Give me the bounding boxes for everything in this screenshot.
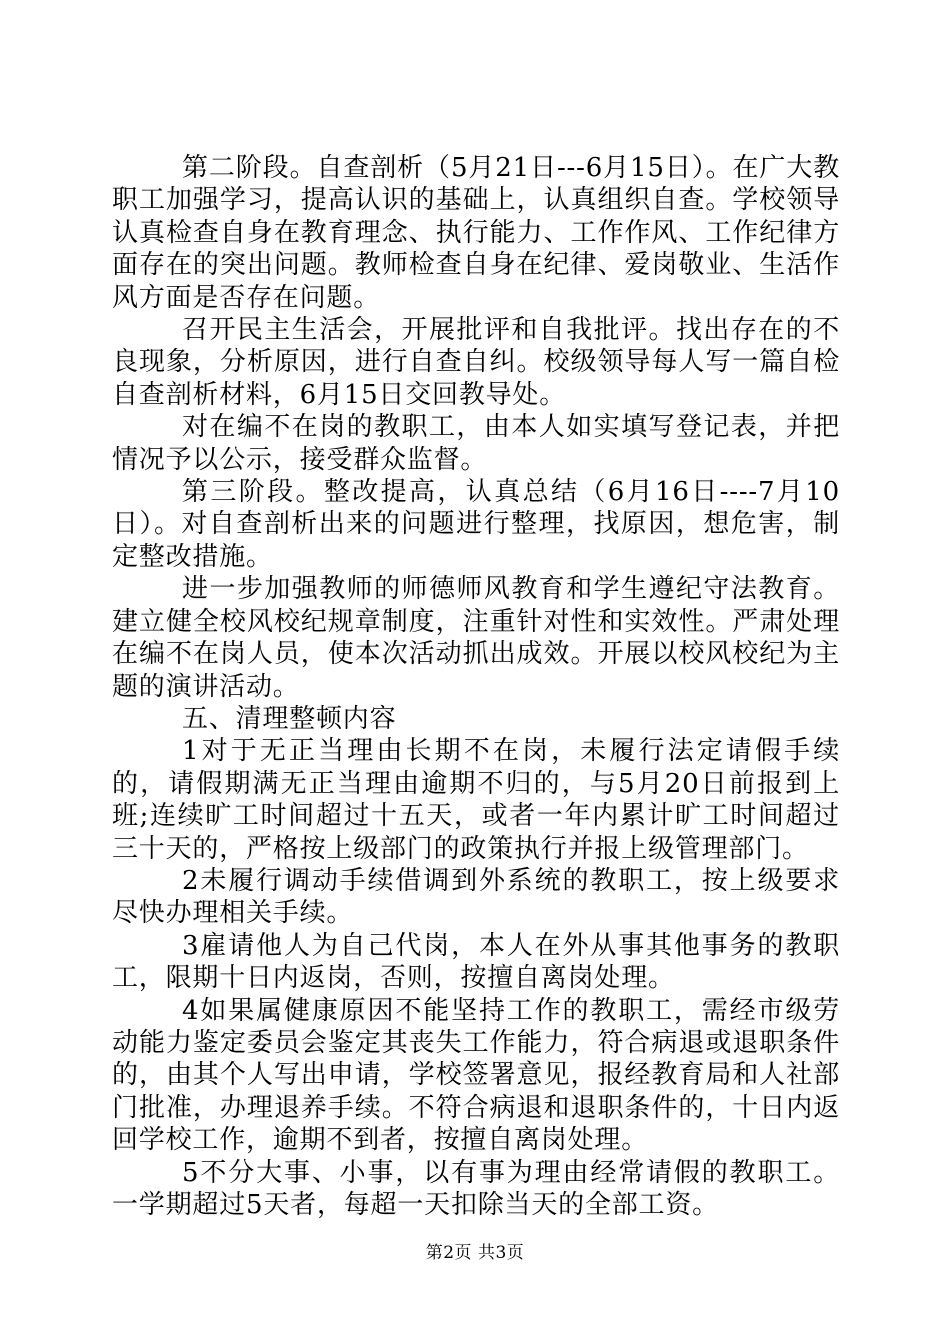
- paragraph-registration: 对在编不在岗的教职工，由本人如实填写登记表，并把情况予以公示，接受群众监督。: [112, 412, 840, 475]
- list-item-4: 4如果属健康原因不能坚持工作的教职工，需经市级劳动能力鉴定委员会鉴定其丧失工作能力，符合病退或退职条件的，由其个人写出申请，学校签署意见，报经教育局和人社部门批准，办理退养手续。不符合病退和退职条件的，十日内返回学校工作，逾期不到者，按擅自离岗处理。: [112, 995, 840, 1156]
- page-footer: 第2页 共3页: [425, 1243, 525, 1263]
- list-item-3: 3雇请他人为自己代岗，本人在外从事其他事务的教职工，限期十日内返岗，否则，按擅自离岗处理。: [112, 930, 840, 994]
- paragraph-strengthen-education: 进一步加强教师的师德师风教育和学生遵纪守法教育。建立健全校风校纪规章制度，注重针对性和实效性。严肃处理在编不在岗人员，使本次活动抓出成效。开展以校风校纪为主题的演讲活动。: [112, 574, 840, 702]
- paragraph-democratic-meeting: 召开民主生活会，开展批评和自我批评。找出存在的不良现象，分析原因，进行自查自纠。校级领导每人写一篇自检自查剖析材料，6月15日交回教导处。: [112, 315, 840, 410]
- paragraph-stage-two: 第二阶段。自查剖析（5月21日---6月15日）。在广大教职工加强学习，提高认识的基础上，认真组织自查。学校领导认真检查自身在教育理念、执行能力、工作作风、工作纪律方面存在的突出问题。教师检查自身在纪律、爱岗敬业、生活作风方面是否存在问题。: [112, 153, 840, 313]
- paragraph-stage-three: 第三阶段。整改提高，认真总结（6月16日----7月10日）。对自查剖析出来的问题进行整理，找原因，想危害，制定整改措施。: [112, 477, 840, 572]
- list-item-5: 5不分大事、小事，以有事为理由经常请假的教职工。一学期超过5天者，每超一天扣除当天的全部工资。: [112, 1157, 840, 1220]
- list-item-1: 1对于无正当理由长期不在岗，未履行法定请假手续的，请假期满无正当理由逾期不归的，与5月20日前报到上班;连续旷工时间超过十五天，或者一年内累计旷工时间超过三十天的，严格按上级部门的政策执行并报上级管理部门。: [112, 736, 840, 864]
- section-heading-cleanup: 五、清理整顿内容: [182, 703, 397, 734]
- document-body: [112, 152, 840, 1221]
- list-item-2: 2未履行调动手续借调到外系统的教职工，按上级要求尽快办理相关手续。: [112, 865, 840, 929]
